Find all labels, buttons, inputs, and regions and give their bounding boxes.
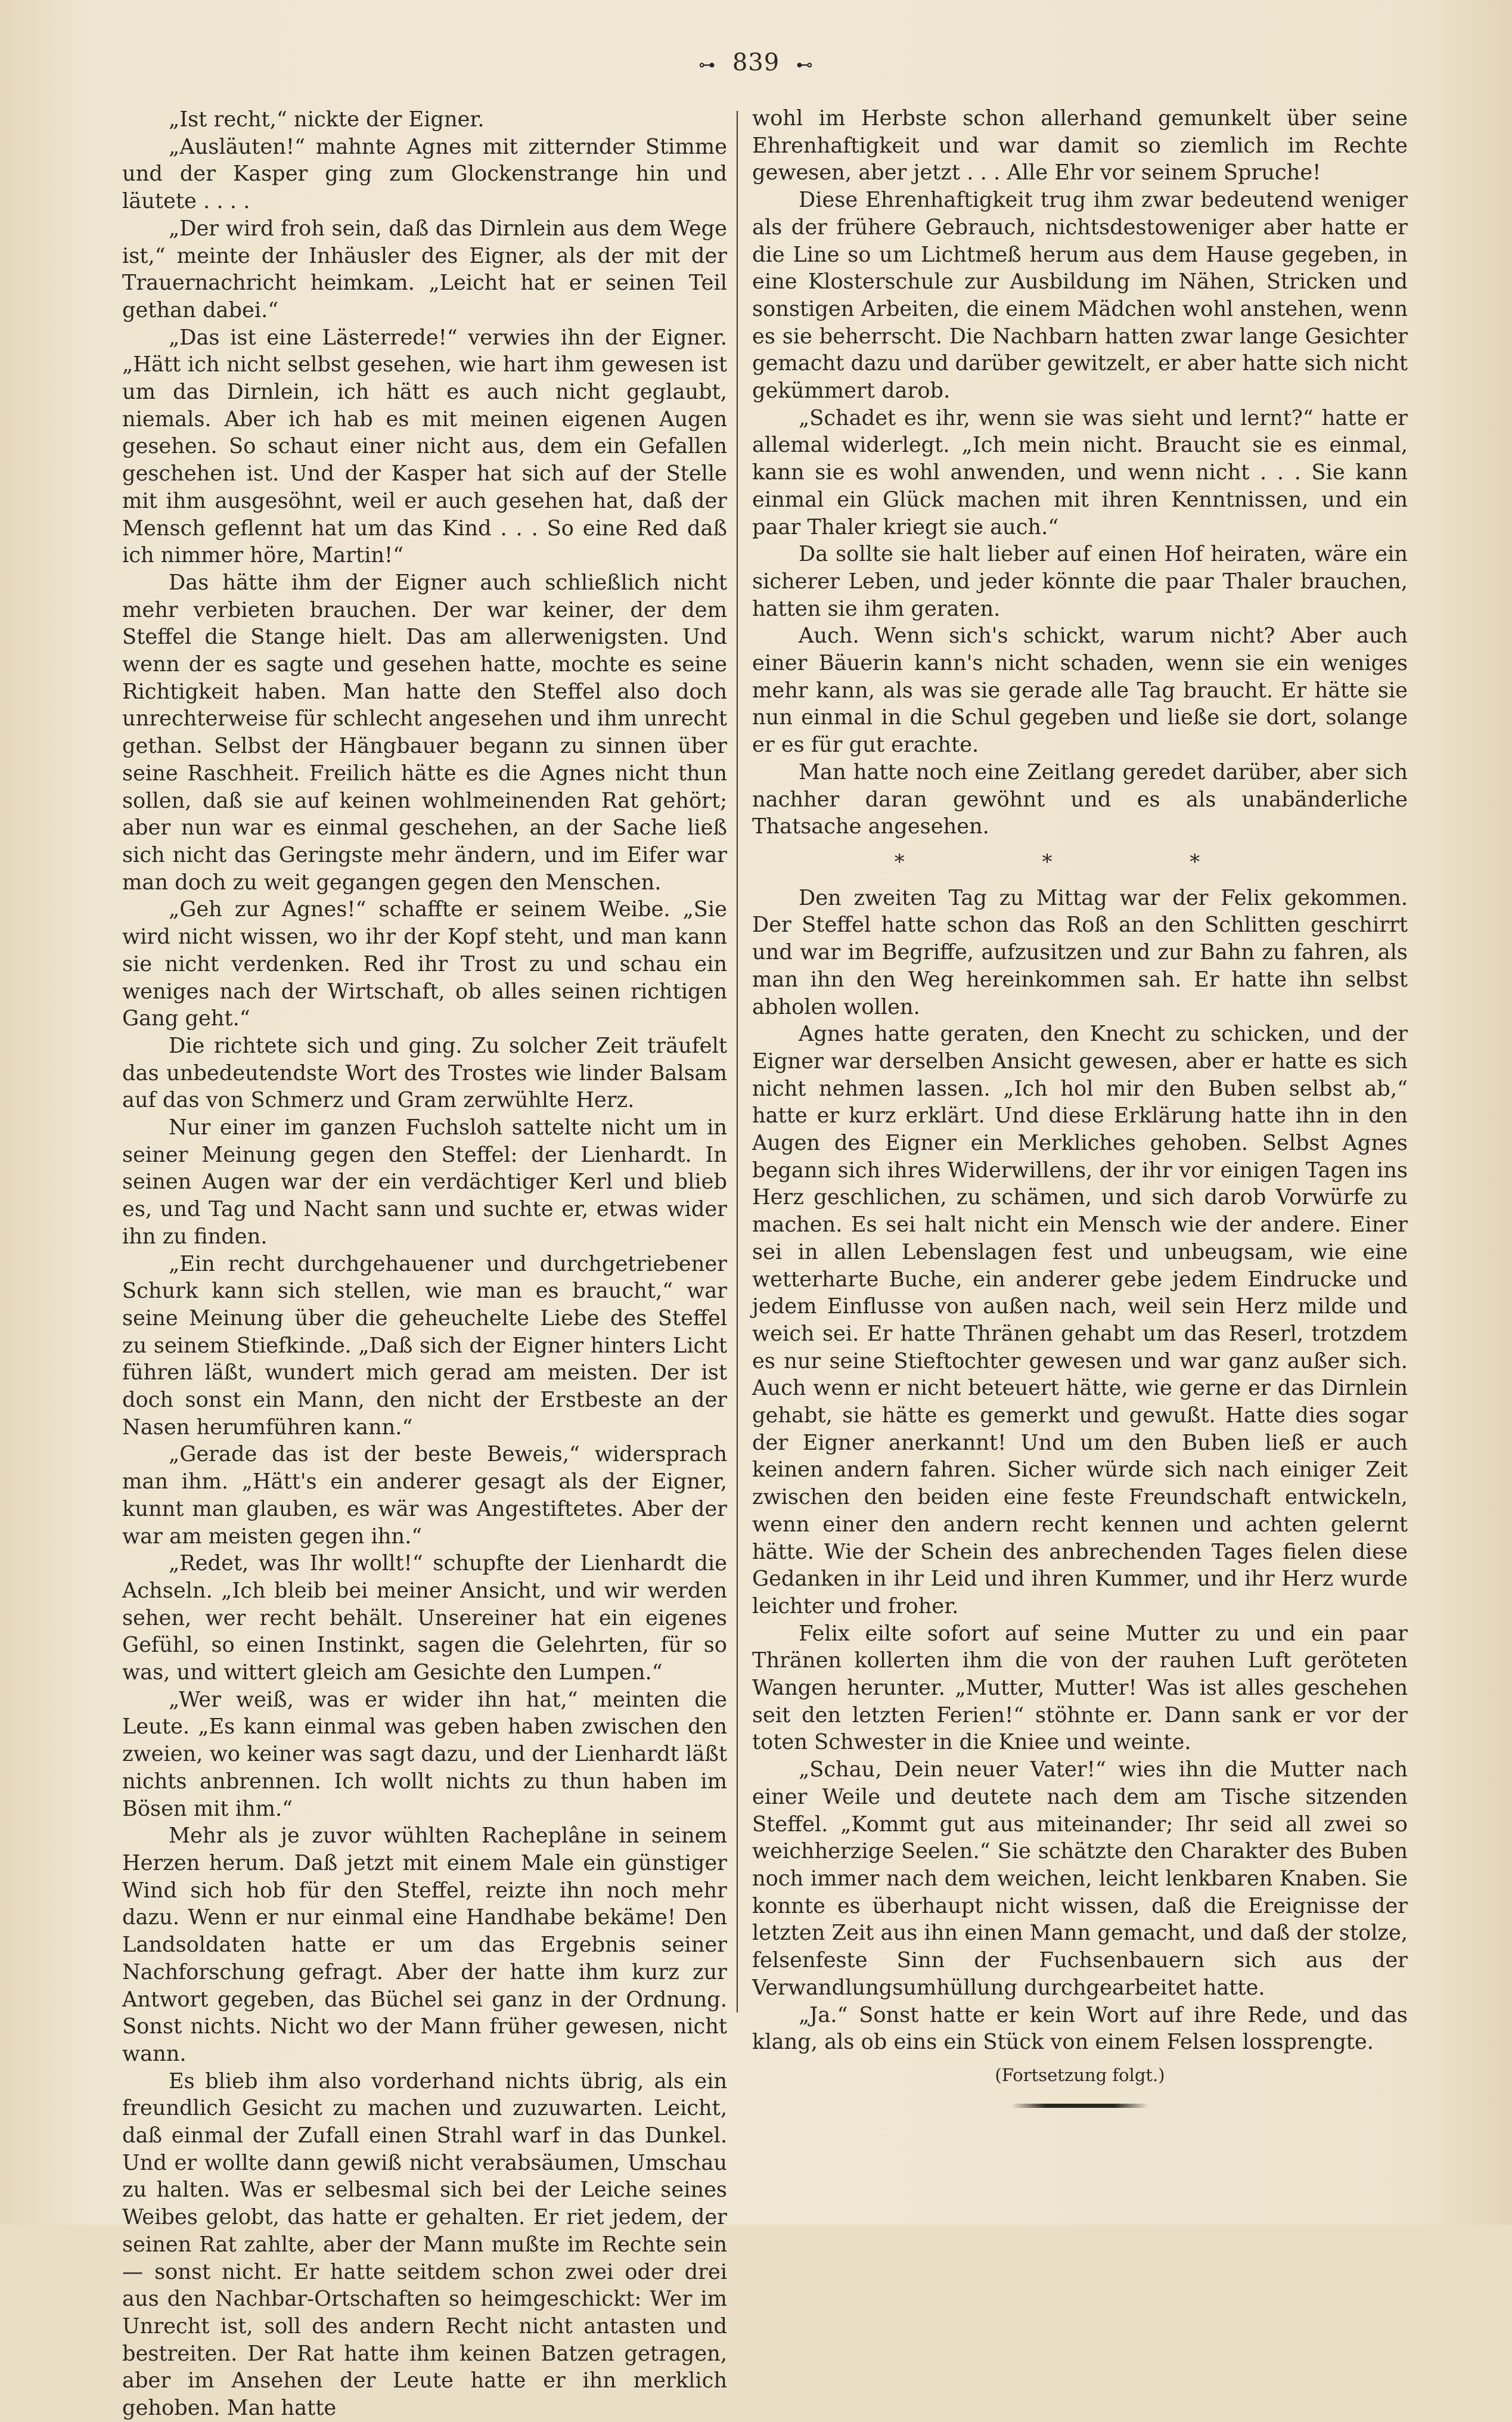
- paragraph: „Ist recht,“ nickte der Eigner.: [169, 107, 485, 132]
- paragraph: „Ausläuten!“ mahnte Agnes mit zitternder Stimme und der Kasper ging zum Glockenstrange hin und läutete . . . .: [122, 134, 727, 214]
- continuation-note: (Fortsetzung folgt.): [995, 2064, 1165, 2085]
- left-column: [122, 106, 727, 2422]
- paragraph: „Das ist eine Lästerrede!“ verwies ihn der Eigner. „Hätt ich nicht selbst gesehen, wie hart ihm gewesen ist um das Dirnlein, ich hätt es auch nicht geglaubt, niemals. Aber ich hab es mit meinen eigenen Augen gesehen. So schaut einer nicht aus, dem ein Gefallen geschehen ist. Und der Kasper hat sich auf der Stelle mit ihm ausgesöhnt, weil er auch gesehen hat, daß der Mensch geflennt hat um das Kind . . . So eine Red daß ich nimmer höre, Martin!“: [122, 325, 727, 568]
- right-column: [752, 105, 1408, 2108]
- ornament-right-icon: ⊷: [796, 54, 814, 75]
- paragraph: Felix eilte sofort auf seine Mutter zu und ein paar Thränen kollerten ihm die von der rauhen Luft geröteten Wangen herunter. „Mutter, Mutter! Was ist alles geschehen seit den letzten Ferien!“ stöhnte er. Dann sank er vor der toten Schwester in die Kniee und weinte.: [752, 1621, 1408, 1755]
- paragraph: „Gerade das ist der beste Beweis,“ widersprach man ihm. „Hätt's ein anderer gesagt als der Eigner, kunnt man glauben, es wär was Angestiftetes. Aber der war am meisten gegen ihn.“: [122, 1442, 727, 1549]
- paragraph: Mehr als je zuvor wühlten Racheplâne in seinem Herzen herum. Daß jetzt mit einem Male ein günstiger Wind sich hob für den Steffel, reizte ihn noch mehr dazu. Wenn er nur einmal eine Handhabe bekäme! Den Landsoldaten hatte er um das Ergebnis seiner Nachforschung gefragt. Aber der hatte ihm kurz zur Antwort gegeben, das Büchel sei ganz in der Ordnung. Sonst nichts. Nicht wo der Mann früher gewesen, nicht wann.: [122, 1824, 727, 2066]
- paragraph: „Schadet es ihr, wenn sie was sieht und lernt?“ hatte er allemal widerlegt. „Ich mein nicht. Braucht sie es einmal, kann sie es wohl anwenden, und wenn nicht . . . Sie kann einmal ein Glück machen mit ihren Kenntnissen, und ein paar Thaler kriegt sie auch.“: [752, 405, 1408, 539]
- paragraph: Diese Ehrenhaftigkeit trug ihm zwar bedeutend weniger als der frühere Gebrauch, nichtsdestoweniger aber hatte er die Line so um Lichtmeß herum aus dem Hause gegeben, in eine Klosterschule zur Ausbildung im Nähen, Stricken und sonstigen Arbeiten, die einem Mädchen wohl anstehen, wenn es sie beherrscht. Die Nachbarn hatten zwar lange Gesichter gemacht dazu und darüber gewitzelt, er aber hatte sich nicht gekümmert darob.: [752, 188, 1408, 404]
- end-rule: [1011, 2104, 1148, 2108]
- section-break: * * *: [894, 849, 1266, 874]
- paragraph: „Ja.“ Sonst hatte er kein Wort auf ihre Rede, und das klang, als ob eins ein Stück von einem Felsen lossprengte.: [752, 2002, 1408, 2055]
- paragraph: Nur einer im ganzen Fuchsloh sattelte nicht um in seiner Meinung gegen den Steffel: der Lienhardt. In seinen Augen war der ein verdächtiger Kerl und blieb es, und Tag und Nacht sann und suchte er, etwas wider ihn zu finden.: [122, 1115, 727, 1249]
- paragraph: „Geh zur Agnes!“ schaffte er seinem Weibe. „Sie wird nicht wissen, wo ihr der Kopf steht, und man kann sie nicht verdenken. Red ihr Trost zu und schau ein weniges nach der Wirtschaft, ob alles seinen richtigen Gang geht.“: [122, 897, 727, 1031]
- page-number: 839: [732, 49, 780, 76]
- paragraph: „Ein recht durchgehauener und durchgetriebener Schurk kann sich stellen, wie man es braucht,“ war seine Meinung über die geheuchelte Liebe des Steffel zu seinem Stiefkinde. „Daß sich der Eigner hinters Licht führen läßt, wundert mich gerad am meisten. Der ist doch sonst ein Mann, den nicht der Erstbeste an der Nasen herumführen kann.“: [122, 1251, 727, 1440]
- paragraph: wohl im Herbste schon allerhand gemunkelt über seine Ehrenhaftigkeit und war damit so ziemlich im Rechte gewesen, aber jetzt . . . Alle Ehr vor seinem Spruche!: [752, 106, 1408, 185]
- paragraph: Agnes hatte geraten, den Knecht zu schicken, und der Eigner war derselben Ansicht gewesen, aber er hatte es sich nicht nehmen lassen. „Ich hol mir den Buben selbst ab,“ hatte er kurz erklärt. Und diese Erklärung hatte ihn in den Augen des Eigner ein Merkliches gehoben. Selbst Agnes begann sich ihres Widerwillens, der ihr vor einigen Tagen ins Herz geschlichen, zu schämen, und sich darob Vorwürfe zu machen. Es sei halt nicht ein Mensch wie der andere. Einer sei in allen Lebenslagen fest und unbeugsam, wie eine wetterharte Buche, ein anderer gebe jedem Eindrucke und jedem Einflusse von außen nach, weil sein Herz milde und weich sei. Er hatte Thränen gehabt um das Reserl, trotzdem es nur seine Stieftochter gewesen und war ganz außer sich. Auch wenn er nicht beteuert hätte, wie gerne er das Dirnlein gehabt, sie hätte es gemerkt und gewußt. Hatte dies sogar der Eigner anerkannt! Und um den Buben ließ er auch keinen andern fahren. Sicher würde sich nach einiger Zeit zwischen den beiden eine feste Freundschaft entwickeln, wenn einer den andern recht kennen und achten gelernt hätte. Wie der Schein des anbrechenden Tages fielen diese Gedanken in ihr Leid und ihren Kummer, und ihr Herz wurde leichter und froher.: [752, 1022, 1408, 1618]
- paragraph: „Schau, Dein neuer Vater!“ wies ihn die Mutter nach einer Weile und deutete nach dem am Tische sitzenden Steffel. „Kommt gut aus miteinander; Ihr seid all zwei so weichherzige Seelen.“ Sie schätzte den Charakter des Buben noch immer nach dem weichen, leicht lenkbaren Knaben. Sie konnte es überhaupt nicht wissen, daß die Ereignisse der letzten Zeit aus ihn einen Mann gemacht, und daß der stolze, felsenfeste Sinn der Fuchsenbauern sich aus der Verwandlungsumhüllung durchgearbeitet hatte.: [752, 1757, 1408, 2000]
- paragraph: Da sollte sie halt lieber auf einen Hof heiraten, wäre ein sicherer Leben, und jeder könnte die paar Thaler brauchen, hatten sie ihm geraten.: [752, 542, 1408, 621]
- paragraph: Auch. Wenn sich's schickt, warum nicht? Aber auch einer Bäuerin kann's nicht schaden, wenn sie ein weniges mehr kann, als was sie gerade alle Tag braucht. Er hätte sie nun einmal in die Schul gegeben und ließe sie dort, solange er es für gut erachte.: [752, 624, 1408, 758]
- paragraph: „Der wird froh sein, daß das Dirnlein aus dem Wege ist,“ meinte der Inhäusler des Eigner, als der mit der Trauernachricht heimkam. „Leicht hat er seinen Teil gethan dabei.“: [122, 216, 727, 322]
- paragraph: Man hatte noch eine Zeitlang geredet darüber, aber sich nachher daran gewöhnt und es als unabänderliche Thatsache angesehen.: [752, 759, 1408, 839]
- column-divider: [737, 111, 738, 2012]
- paragraph: „Wer weiß, was er wider ihn hat,“ meinten die Leute. „Es kann einmal was geben haben zwischen den zweien, wo keiner was sagt dazu, und der Lienhardt läßt nichts anbrennen. Ich wollt nichts zu thun haben im Bösen mit ihm.“: [122, 1687, 727, 1821]
- paragraph: „Redet, was Ihr wollt!“ schupfte der Lienhardt die Achseln. „Ich bleib bei meiner Ansicht, und wir werden sehen, wer recht behält. Unsereiner hat ein eigenes Gefühl, so einen Instinkt, sagen die Gelehrten, für so was, und wittert gleich am Gesichte den Lumpen.“: [122, 1551, 727, 1685]
- paragraph: Das hätte ihm der Eigner auch schließlich nicht mehr verbieten brauchen. Der war keiner, der dem Steffel die Stange hielt. Das am allerwenigsten. Und wenn der es sagte und gesehen hatte, mochte es seine Richtigkeit haben. Man hatte den Steffel also doch unrechterweise für schlecht angesehen und ihm unrecht gethan. Selbst der Hängbauer begann zu sinnen über seine Raschheit. Freilich hätte es die Agnes nicht thun sollen, daß sie auf keinen wohlmeinenden Rat gehört; aber nun war es einmal geschehen, an der Sache ließ sich nicht das Geringste mehr ändern, und im Eifer war man doch zu weit gegangen gegen den Menschen.: [122, 570, 727, 895]
- paragraph: Es blieb ihm also vorderhand nichts übrig, als ein freundlich Gesicht zu machen und zuzuwarten. Leicht, daß einmal der Zufall einen Strahl warf in das Dunkel. Und er wollte dann gewiß nicht verabsäumen, Umschau zu halten. Was er selbesmal sich bei der Leiche seines Weibes gelobt, das hatte er gehalten. Er riet jedem, der seinen Rat zahlte, aber der Mann mußte im Rechte sein — sonst nicht. Er hatte seitdem schon zwei oder drei aus den Nachbar-Ortschaften so heimgeschickt: Wer im Unrecht ist, soll des andern Recht nicht antasten und bestreiten. Der Rat hatte ihm keinen Batzen getragen, aber im Ansehen der Leute hatte er ihn merklich gehoben. Man hatte: [122, 2069, 727, 2421]
- paragraph: Den zweiten Tag zu Mittag war der Felix gekommen. Der Steffel hatte schon das Roß an den Schlitten geschirrt und war im Begriffe, aufzusitzen und zur Bahn zu fahren, als man ihn den Weg hereinkommen sah. Er hatte ihn selbst abholen wollen.: [752, 885, 1408, 1019]
- ornament-left-icon: ⊶: [698, 54, 716, 75]
- page-header: [0, 49, 1512, 76]
- paragraph: Die richtete sich und ging. Zu solcher Zeit träufelt das unbedeutendste Wort des Trostes wie linder Balsam auf das von Schmerz und Gram zerwühlte Herz.: [122, 1033, 727, 1113]
